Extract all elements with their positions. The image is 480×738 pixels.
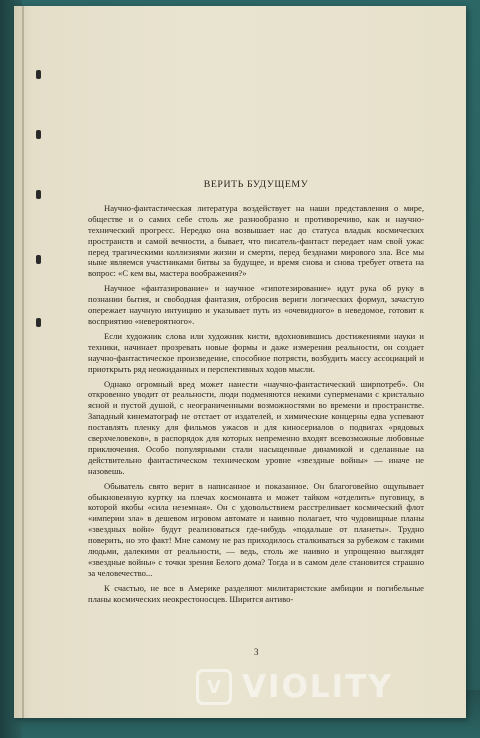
paragraph: Научное «фантазирование» и научное «гипотезирование» идут рука об руку в познании бытия, и свободная фантазия, отбросив вериги логических формул, зачастую опережает научную интуицию и указывает путь из «очевидного» в неведомое, готовит к восприятию «невероятного». bbox=[88, 283, 424, 326]
paragraph: К счастью, не все в Америке разделяют милитаристские амбиции и погибельные планы космических неокрестоносцев. Ширится антиво- bbox=[88, 582, 424, 604]
violity-logo-icon: V bbox=[196, 669, 232, 705]
binding-stitch-hole bbox=[36, 190, 41, 199]
watermark bbox=[196, 664, 393, 710]
binding-stitch-hole bbox=[36, 255, 41, 264]
paragraph: Научно-фантастическая литература воздействует на наши представления о мире, обществе и о самих себе столь же разнообразно и противоречиво, как и научно-технический прогресс. Нередко она возвышает нас до статуса владык космических пространств и самой вечности, а бывает, что писатель-фантаст передает нам свой ужас перед трагическими коллизиями жизни и смерти, перед безднами мирового зла. Все мы ныне являемся участниками битвы за будущее, и время снова и снова требует ответа на вопрос: «С кем вы, мастера воображения?» bbox=[88, 202, 424, 279]
binding-stitch-hole bbox=[36, 130, 41, 139]
paragraph: Однако огромный вред может нанести «научно-фантастический ширпотреб». Он откровенно уводит от реальности, люди подменяются некими суперменами с кристально ясной и пустой душой, с неограниченными возможностями во времени и пространстве. Западный кинематограф не отстает от издателей, и химические концерны едва успевают поставлять пленку для фильмов ужасов и для киносериалов о подвигах «рядовых сверхчеловеков», в распорядок для которых непременно входят всевозможные любовные приключения. Особо популярными стали насыщенные динамикой и сделанные на действительно фантастическом техническом уровне «звездные войны» — иначе не назовешь. bbox=[88, 378, 424, 476]
binding-stitch-hole bbox=[36, 70, 41, 79]
paragraph: Если художник слова или художник кисти, вдохновившись достижениями науки и техники, начинает прозревать новые формы и даже измерения реальности, он создает научно-фантастическое произведение, способное потрясти, возбудить массу ассоциаций и приоткрыть ряд неожиданных и перспективных ходов мысли. bbox=[88, 330, 424, 374]
chapter-heading: ВЕРИТЬ БУДУЩЕМУ bbox=[203, 179, 309, 190]
page-number: 3 bbox=[254, 647, 259, 657]
binding-stitch-hole bbox=[36, 318, 41, 327]
watermark-text: VIOLITY bbox=[242, 669, 393, 705]
page-fold-line bbox=[22, 6, 24, 718]
page-text-block bbox=[88, 180, 424, 609]
paragraph: Обыватель свято верит в написанное и показанное. Он благоговейно ощупывает обыкновенную куртку на плечах космонавта и может тайком «отделить» пуговицу, в которой якобы «сила неземная». Он с удовольствием расстреливает космический флот «империи зла» в дешевом игровом автомате и наивно полагает, что чудовищные планы «звездных войн» будут реализоваться где-нибудь «подальше от планеты». Трудно поверить, но это факт! Мне самому не раз приходилось сталкиваться за рубежом с такими людьми, далекими от реальности, — ведь, столь же наивно и упрощенно выглядят «звездные войны» с точки зрения Белого дома? Тогда и в самом деле становится страшно за человечество... bbox=[88, 480, 424, 578]
